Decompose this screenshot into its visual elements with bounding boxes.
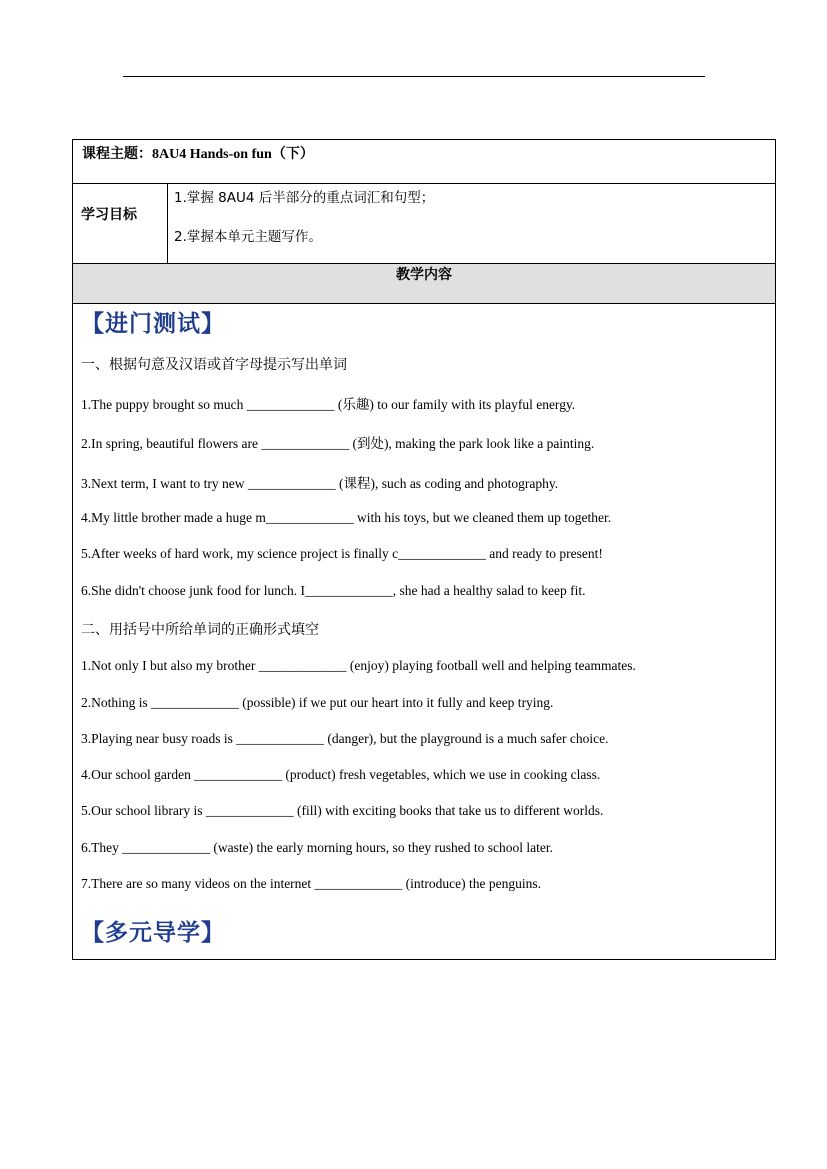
topic-title: [82, 143, 314, 163]
fill-question: 4.My little brother made a huge m_____________ with his toys, but we cleaned them up together.: [81, 510, 612, 525]
fill-question: 5.After weeks of hard work, my science project is finally c_____________ and ready to present!: [81, 546, 603, 561]
topic-label: 课程主题：: [82, 146, 152, 162]
fill-question: 2.Nothing is _____________ (possible) if we put our heart into it fully and keep trying.: [81, 695, 554, 710]
content-header: 教学内容: [396, 267, 452, 283]
part2-title: 二、用括号中所给单词的正确形式填空: [81, 622, 319, 638]
goals-label: 学习目标: [81, 207, 137, 223]
part1-title: 一、根据句意及汉语或首字母提示写出单词: [81, 357, 347, 373]
lesson-table: [72, 139, 776, 960]
fill-question: 1.The puppy brought so much _____________ (乐趣) to our family with its playful energy.: [81, 397, 576, 412]
fill-question: 3.Playing near busy roads is _____________ (danger), but the playground is a much safer choice.: [81, 731, 609, 746]
fill-question: 6.They _____________ (waste) the early morning hours, so they rushed to school later.: [81, 840, 554, 855]
topic-value: 8AU4 Hands-on fun（下）: [152, 147, 314, 162]
fill-question: 1.Not only I but also my brother _____________ (enjoy) playing football well and helping teammates.: [81, 658, 636, 673]
goals-label-cell: [73, 184, 168, 263]
fill-question: 7.There are so many videos on the internet _____________ (introduce) the penguins.: [81, 876, 542, 891]
fill-question: 2.In spring, beautiful flowers are _____________ (到处), making the park look like a painting.: [81, 436, 595, 451]
goals-row: [73, 184, 775, 264]
section-entry-test: 【进门测试】: [81, 310, 225, 337]
goal-item: 2.掌握本单元主题写作。: [174, 229, 322, 245]
fill-question: 3.Next term, I want to try new _____________ (课程), such as coding and photography.: [81, 476, 559, 491]
fill-question: 5.Our school library is _____________ (fill) with exciting books that take us to different worlds.: [81, 803, 604, 818]
fill-question: 4.Our school garden _____________ (product) fresh vegetables, which we use in cooking class.: [81, 767, 601, 782]
header-rule: [123, 76, 705, 77]
goal-item: 1.掌握 8AU4 后半部分的重点词汇和句型；: [174, 190, 435, 206]
section-multi-guide: 【多元导学】: [81, 919, 225, 946]
fill-question: 6.She didn't choose junk food for lunch. I_____________, she had a healthy salad to keep fit.: [81, 583, 586, 598]
topic-row: [73, 140, 775, 184]
content-header-row: [73, 264, 775, 304]
